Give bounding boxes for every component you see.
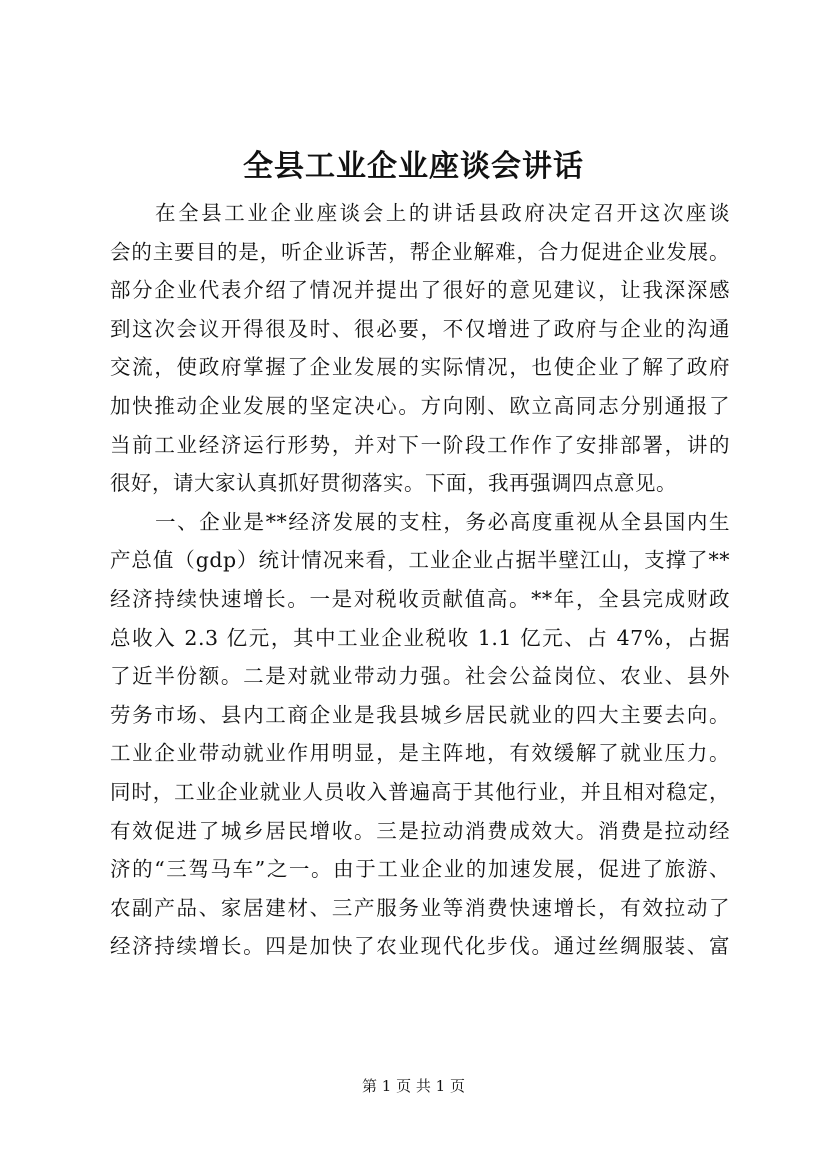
page-footer: 第 1 页 共 1 页: [362, 1077, 465, 1095]
body-line: 加快推动企业发展的坚定决心。方向刚、欧立高同志分别通报了: [110, 393, 730, 418]
body-line: 经济持续增长。四是加快了农业现代化步伐。通过丝绸服装、富: [110, 934, 730, 959]
document-title: 全县工业企业座谈会讲话: [243, 149, 584, 184]
body-line: 农副产品、家居建材、三产服务业等消费快速增长，有效拉动了: [110, 895, 730, 920]
body-line: 一、企业是**经济发展的支柱，务必高度重视从全县国内生: [155, 509, 730, 534]
body-line: 会的主要目的是，听企业诉苦，帮企业解难，合力促进企业发展。: [110, 239, 730, 264]
document-body: [110, 194, 730, 966]
body-line: 济的“三驾马车”之一。由于工业企业的加速发展，促进了旅游、: [110, 857, 730, 882]
body-line: 当前工业经济运行形势，并对下一阶段工作作了安排部署，讲的: [110, 432, 730, 457]
body-line: 了近半份额。二是对就业带动力强。社会公益岗位、农业、县外: [110, 664, 730, 689]
body-line: 同时，工业企业就业人员收入普遍高于其他行业，并且相对稳定，: [110, 779, 730, 804]
body-line: 劳务市场、县内工商企业是我县城乡居民就业的四大主要去向。: [110, 702, 730, 727]
body-line: 在全县工业企业座谈会上的讲话县政府决定召开这次座谈: [155, 201, 730, 225]
body-line: 有效促进了城乡居民增收。三是拉动消费成效大。消费是拉动经: [110, 818, 730, 843]
body-line: 交流，使政府掌握了企业发展的实际情况，也使企业了解了政府: [110, 355, 730, 380]
body-line: 经济持续快速增长。一是对税收贡献值高。**年，全县完成财政: [110, 586, 730, 611]
body-line: 部分企业代表介绍了情况并提出了很好的意见建议，让我深深感: [110, 278, 730, 303]
body-line: 很好，请大家认真抓好贯彻落实。下面，我再强调四点意见。: [110, 471, 677, 496]
body-line: 到这次会议开得很及时、很必要，不仅增进了政府与企业的沟通: [110, 316, 730, 341]
body-line: 工业企业带动就业作用明显，是主阵地，有效缓解了就业压力。: [110, 741, 730, 766]
body-line: 产总值（gdp）统计情况来看，工业企业占据半壁江山，支撑了**: [110, 548, 730, 573]
body-line: 总收入 2.3 亿元，其中工业企业税收 1.1 亿元、占 47%，占据: [110, 625, 730, 650]
